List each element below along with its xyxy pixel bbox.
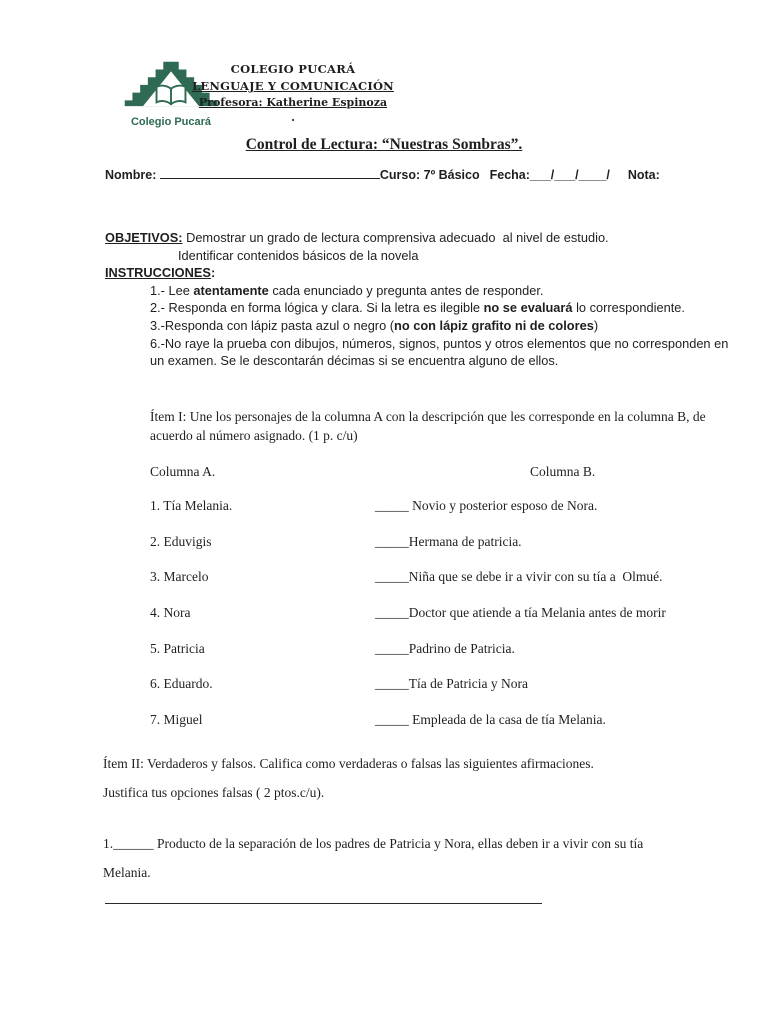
match-row-2 [150, 534, 666, 570]
description-with-blank: _____Tía de Patricia y Nora [375, 676, 528, 692]
course-label: Curso: 7º Básico [379, 168, 480, 182]
character-name: 3. Marcelo [150, 569, 209, 585]
description-with-blank: _____Hermana de patricia. [375, 533, 522, 549]
school-name: COLEGIO PUCARÁ [230, 62, 356, 76]
character-name: 4. Nora [150, 605, 191, 621]
match-row-5 [150, 641, 666, 677]
item2-heading-line2: Justifica tus opciones falsas ( 2 ptos.c/u). [103, 784, 325, 800]
document-title: Control de Lectura: “Nuestras Sombras”. [245, 136, 523, 153]
instructions-heading: INSTRUCCIONES: [105, 265, 216, 281]
character-name: 6. Eduardo. [150, 676, 213, 692]
objectives-text: Demostrar un grado de lectura comprensiva adecuado al nivel de estudio. [182, 230, 609, 245]
instructions-list [150, 282, 736, 370]
description-with-blank: _____ Novio y posterior esposo de Nora. [375, 498, 598, 513]
match-row-4 [150, 605, 666, 641]
character-name: 5. Patricia [150, 640, 205, 656]
answer-blank-line [105, 903, 542, 904]
name-label: Nombre: [105, 168, 157, 182]
item2-statement-1: 1.______ Producto de la separación de los padres de Patricia y Nora, ellas deben ir a vivir con su tía Melania. [103, 836, 647, 880]
match-row-7 [150, 712, 666, 748]
instruction-item-3: 3.-Responda con lápiz pasta azul o negro (no con lápiz grafito ni de colores) [150, 317, 599, 333]
name-blank-line [160, 165, 380, 179]
item1-heading: Ítem I: Une los personajes de la columna A con la descripción que les corresponde en la columna B, de acuerdo al número asignado. (1 p. c/u) [150, 409, 709, 443]
item2-heading [103, 750, 713, 807]
instruction-item-2: 2.- Responda en forma lógica y clara. Si la letra es ilegible no se evaluará lo correspondiente. [150, 300, 685, 316]
objectives-label: OBJETIVOS: [105, 230, 183, 245]
character-name: 1. Tía Melania. [150, 498, 233, 513]
character-name: 2. Eduvigis [150, 533, 212, 549]
student-info-line [105, 165, 745, 182]
grade-label: Nota: [627, 168, 660, 182]
objectives-line-1 [105, 229, 733, 247]
objectives-line-2: Identificar contenidos básicos de la novela [178, 247, 419, 263]
instruction-item-1: 1.- Lee atentamente cada enunciado y pregunta antes de responder. [150, 282, 544, 298]
item2-heading-line1: Ítem II: Verdaderos y falsos. Califica como verdaderas o falsas las siguientes afirmaciones. [103, 756, 594, 771]
description-with-blank: _____Padrino de Patricia. [375, 640, 515, 656]
character-name: 7. Miguel [150, 712, 203, 728]
objectives-instructions-block [105, 229, 733, 370]
instruction-item-4: 6.-No raye la prueba con dibujos, números, signos, puntos y otros elementos que no corresponden en un examen. Se le descontarán décimas si se encuentra alguno de ellos. [150, 335, 732, 369]
school-department: LENGUAJE Y COMUNICACIÓN [192, 79, 394, 93]
school-header [168, 62, 418, 124]
logo-caption: Colegio Pucará [130, 116, 212, 128]
instructions-label: INSTRUCCIONES [105, 265, 211, 281]
header-dot: . [291, 111, 295, 124]
column-a-header: Columna A. [150, 464, 216, 479]
date-label: Fecha:___/___/____/ [489, 168, 610, 182]
description-with-blank: _____Niña que se debe ir a vivir con su tía a Olmué. [375, 569, 663, 585]
match-row-6 [150, 676, 666, 712]
match-row-3 [150, 569, 666, 605]
description-with-blank: _____Doctor que atiende a tía Melania antes de morir [375, 605, 666, 621]
matching-exercise [150, 498, 666, 748]
match-row-1 [150, 498, 666, 534]
description-with-blank: _____ Empleada de la casa de tía Melania. [375, 712, 606, 728]
column-b-header: Columna B. [530, 464, 596, 479]
teacher-name: Profesora: Katherine Espinoza [198, 96, 388, 109]
